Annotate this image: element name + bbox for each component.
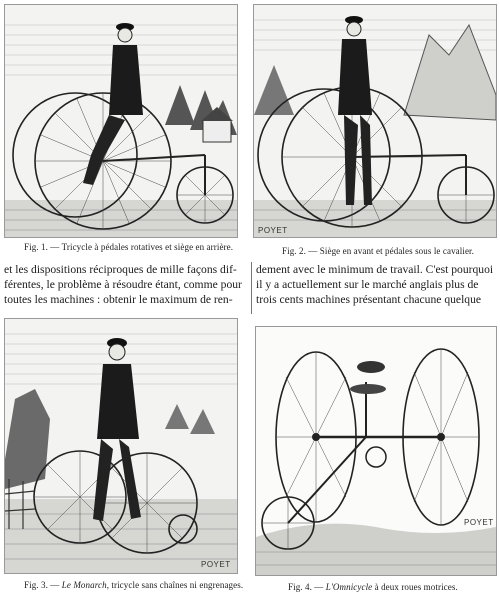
figure-1-caption-text: Tricycle à pédales rotatives et siège en arrière. [61,242,234,252]
figure-3-caption [24,580,243,590]
text-line: trois cents machines présentant chacune quelque [256,293,482,306]
figure-1-caption-prefix: Fig. 1. — [24,242,62,252]
figure-4-caption-text: à deux roues motrices. [372,582,458,592]
figure-3-signature: POYET [201,560,231,569]
figure-4-engraving [255,326,497,576]
figure-3-illustration [5,319,237,573]
figure-4-illustration [256,327,496,575]
column-divider [251,262,252,314]
figure-3-caption-italic: Le Monarch [61,580,107,590]
figure-3-engraving [4,318,238,574]
figure-2-engraving [253,4,497,238]
figure-1-caption [24,242,233,252]
text-line: toutes les machines : obtenir le maximum de ren- [4,293,233,306]
figure-4-caption-prefix: Fig. 4. — [288,582,326,592]
text-column-left [4,262,248,307]
figure-2-caption-prefix: Fig. 2. — [282,246,320,256]
figure-4-signature: POYET [464,518,494,527]
figure-4-caption-italic: L'Omnicycle [325,582,373,592]
figure-2-signature: POYET [258,226,288,235]
figure-1-illustration [5,5,237,237]
text-line: férentes, le problème à résoudre étant, comme pour [4,278,242,291]
text-line: dement avec le minimum de travail. C'est pourquoi [256,263,494,276]
figure-2-illustration [254,5,496,237]
text-column-right [256,262,496,307]
figure-2-caption-text: Siège en avant et pédales sous le cavalier. [319,246,475,256]
text-line: il y a actuellement sur le marché anglais plus de [256,278,479,291]
figure-3-caption-text: , tricycle sans chaînes ni engrenages. [106,580,244,590]
figure-1-engraving [4,4,238,238]
figure-4-caption [288,582,458,592]
text-line: et les dispositions réciproques de mille façons dif- [4,263,237,276]
figure-2-caption [282,246,474,256]
figure-3-caption-prefix: Fig. 3. — [24,580,62,590]
